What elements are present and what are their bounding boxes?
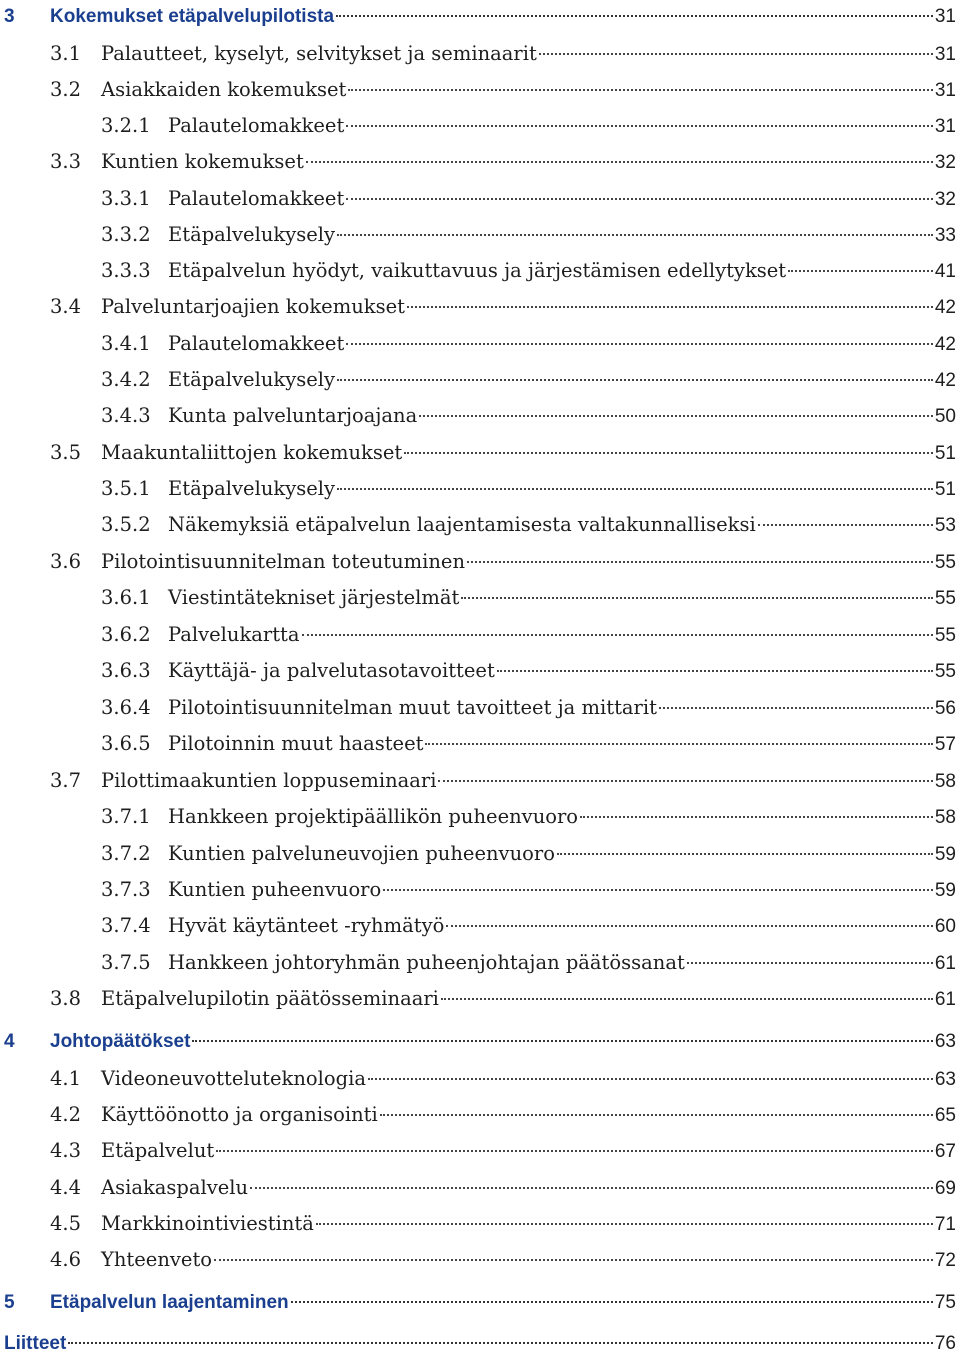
toc-entry-number: 4: [4, 1031, 15, 1052]
toc-entry-number: 4.3: [50, 1139, 82, 1162]
dot-leader: [306, 161, 933, 163]
toc-section-entry[interactable]: [50, 767, 956, 795]
toc-entry-title: Johtopäätökset: [50, 1031, 191, 1052]
toc-entry-page-number: 56: [934, 698, 956, 719]
toc-entry-page-number: 61: [934, 989, 956, 1010]
toc-entry-title: Palveluntarjoajien kokemukset: [101, 295, 405, 318]
dot-leader: [441, 998, 933, 1000]
toc-entry-title: Hyvät käytänteet -ryhmätyö: [168, 914, 445, 937]
dot-leader: [467, 561, 933, 563]
dot-leader: [214, 1259, 933, 1261]
toc-section-entry[interactable]: [50, 1246, 956, 1274]
toc-entry-number: 3.7.4: [101, 914, 151, 937]
toc-entry-title: Pilottimaakuntien loppuseminaari: [101, 769, 437, 792]
toc-entry-title: Kuntien palveluneuvojien puheenvuoro: [168, 842, 555, 865]
toc-entry-page-number: 69: [934, 1178, 956, 1199]
toc-section-entry[interactable]: [50, 40, 956, 68]
toc-entry-number: 3.4: [50, 295, 82, 318]
toc-section-entry[interactable]: [101, 584, 956, 612]
toc-entry-number: 3.6.1: [101, 586, 151, 609]
toc-entry-number: 3.5.2: [101, 513, 151, 536]
toc-entry-title: Hankkeen projektipäällikön puheenvuoro: [168, 805, 579, 828]
toc-entry-title: Maakuntaliittojen kokemukset: [101, 441, 403, 464]
dot-leader: [346, 198, 933, 200]
toc-section-entry[interactable]: [101, 621, 956, 649]
toc-entry-title: Käyttäjä- ja palvelutasotavoitteet: [168, 659, 495, 682]
toc-section-entry[interactable]: [101, 876, 956, 904]
dot-leader: [687, 962, 933, 964]
dot-leader: [368, 1078, 933, 1080]
toc-entry-page-number: 63: [934, 1031, 956, 1052]
dot-leader: [419, 415, 933, 417]
dot-leader: [337, 488, 933, 490]
toc-entry-title: Etäpalvelun hyödyt, vaikuttavuus ja järjestämisen edellytykset: [168, 259, 787, 282]
toc-entry-title: Palautelomakkeet: [168, 187, 345, 210]
toc-entry-page-number: 61: [934, 953, 956, 974]
toc-chapter-entry[interactable]: [4, 1289, 956, 1317]
dot-leader: [337, 234, 933, 236]
dot-leader: [758, 524, 933, 526]
toc-entry-title: Viestintätekniset järjestelmät: [168, 586, 460, 609]
toc-chapter-entry[interactable]: [4, 1028, 956, 1056]
dot-leader: [425, 743, 932, 745]
toc-entry-page-number: 58: [934, 771, 956, 792]
toc-entry-number: 3.5.1: [101, 477, 151, 500]
toc-entry-title: Etäpalvelun laajentaminen: [50, 1292, 289, 1313]
toc-entry-number: 3.1: [50, 42, 82, 65]
toc-entry-page-number: 71: [934, 1214, 956, 1235]
toc-section-entry[interactable]: [50, 1137, 956, 1165]
dot-leader: [348, 89, 932, 91]
toc-section-entry[interactable]: [50, 439, 956, 467]
dot-leader: [580, 816, 933, 818]
toc-entry-title: Asiakaspalvelu: [101, 1176, 249, 1199]
toc-entry-number: 3.7.3: [101, 878, 151, 901]
toc-entry-page-number: 32: [934, 152, 956, 173]
dot-leader: [192, 1040, 932, 1042]
dot-leader: [302, 634, 933, 636]
toc-entry-number: 3.2: [50, 78, 82, 101]
toc-entry-title: Palautteet, kyselyt, selvitykset ja seminaarit: [101, 42, 537, 65]
toc-entry-page-number: 63: [934, 1069, 956, 1090]
toc-section-entry[interactable]: [101, 840, 956, 868]
toc-entry-number: 3.6.5: [101, 732, 151, 755]
toc-entry-page-number: 67: [934, 1141, 956, 1162]
toc-entry-page-number: 32: [934, 189, 956, 210]
toc-section-entry[interactable]: [101, 475, 956, 503]
toc-entry-title: Palautelomakkeet: [168, 114, 345, 137]
toc-section-entry[interactable]: [101, 185, 956, 213]
dot-leader: [346, 343, 933, 345]
toc-entry-title: Kunta palveluntarjoajana: [168, 404, 418, 427]
dot-leader: [438, 780, 932, 782]
toc-entry-page-number: 75: [934, 1292, 956, 1313]
toc-entry-page-number: 51: [934, 443, 956, 464]
toc-section-entry[interactable]: [101, 730, 956, 758]
dot-leader: [659, 707, 933, 709]
toc-entry-page-number: 59: [934, 844, 956, 865]
dot-leader: [68, 1342, 933, 1344]
toc-entry-number: 3.7: [50, 769, 82, 792]
toc-entry-page-number: 60: [934, 916, 956, 937]
toc-entry-number: 3.2.1: [101, 114, 151, 137]
toc-section-entry[interactable]: [50, 985, 956, 1013]
toc-entry-number: 3.6: [50, 550, 82, 573]
dot-leader: [216, 1150, 933, 1152]
toc-chapter-entry[interactable]: [4, 3, 956, 31]
toc-entry-page-number: 42: [934, 297, 956, 318]
toc-entry-page-number: 55: [934, 661, 956, 682]
toc-entry-title: Palautelomakkeet: [168, 332, 345, 355]
toc-section-entry[interactable]: [101, 694, 956, 722]
toc-section-entry[interactable]: [50, 1101, 956, 1129]
toc-entry-page-number: 41: [934, 261, 956, 282]
toc-entry-number: 3.4.3: [101, 404, 151, 427]
dot-leader: [346, 125, 933, 127]
toc-entry-title: Kuntien puheenvuoro: [168, 878, 382, 901]
toc-entry-number: 4.5: [50, 1212, 82, 1235]
toc-entry-number: 3.3.2: [101, 223, 151, 246]
dot-leader: [446, 925, 933, 927]
toc-entry-title: Näkemyksiä etäpalvelun laajentamisesta valtakunnalliseksi: [168, 513, 756, 536]
toc-entry-page-number: 58: [934, 807, 956, 828]
toc-section-entry[interactable]: [50, 548, 956, 576]
toc-section-entry[interactable]: [101, 330, 956, 358]
dot-leader: [461, 597, 933, 599]
toc-entry-number: 3.4.2: [101, 368, 151, 391]
toc-entry-title: Etäpalvelukysely: [168, 368, 336, 391]
toc-entry-page-number: 50: [934, 406, 956, 427]
toc-entry-page-number: 59: [934, 880, 956, 901]
toc-entry-page-number: 53: [934, 515, 956, 536]
dot-leader: [250, 1187, 933, 1189]
toc-entry-page-number: 57: [934, 734, 956, 755]
toc-entry-page-number: 76: [934, 1333, 956, 1354]
toc-section-entry[interactable]: [50, 1065, 956, 1093]
toc-entry-page-number: 55: [934, 552, 956, 573]
dot-leader: [336, 15, 933, 17]
dot-leader: [291, 1301, 933, 1303]
toc-entry-title: Pilotointisuunnitelman toteutuminen: [101, 550, 466, 573]
toc-entry-number: 3.5: [50, 441, 82, 464]
dot-leader: [316, 1223, 933, 1225]
toc-entry-title: Pilotoinnin muut haasteet: [168, 732, 424, 755]
toc-section-entry[interactable]: [50, 293, 956, 321]
dot-leader: [539, 53, 933, 55]
dot-leader: [788, 270, 933, 272]
toc-section-entry[interactable]: [101, 949, 956, 977]
toc-entry-title: Markkinointiviestintä: [101, 1212, 314, 1235]
toc-entry-title: Etäpalvelupilotin päätösseminaari: [101, 987, 439, 1010]
toc-entry-page-number: 55: [934, 588, 956, 609]
toc-entry-number: 3: [4, 6, 15, 27]
toc-entry-title: Etäpalvelukysely: [168, 477, 336, 500]
toc-section-entry[interactable]: [50, 76, 956, 104]
toc-section-entry[interactable]: [101, 511, 956, 539]
dot-leader: [557, 853, 933, 855]
toc-entry-number: 3.7.5: [101, 951, 151, 974]
toc-entry-number: 3.6.4: [101, 696, 151, 719]
toc-section-entry[interactable]: [50, 1210, 956, 1238]
toc-entry-page-number: 51: [934, 479, 956, 500]
toc-entry-page-number: 55: [934, 625, 956, 646]
toc-section-entry[interactable]: [101, 803, 956, 831]
toc-entry-number: 4.4: [50, 1176, 82, 1199]
toc-entry-number: 4.2: [50, 1103, 82, 1126]
toc-entry-page-number: 31: [934, 80, 956, 101]
toc-section-entry[interactable]: [101, 112, 956, 140]
toc-entry-number: 4.6: [50, 1248, 82, 1271]
toc-entry-title: Etäpalvelukysely: [168, 223, 336, 246]
toc-entry-title: Kuntien kokemukset: [101, 150, 304, 173]
toc-entry-page-number: 31: [934, 44, 956, 65]
toc-entry-page-number: 31: [934, 116, 956, 137]
dot-leader: [383, 889, 933, 891]
toc-entry-title: Etäpalvelut: [101, 1139, 215, 1162]
dot-leader: [407, 306, 933, 308]
toc-entry-title: Videoneuvotteluteknologia: [101, 1067, 366, 1090]
toc-entry-number: 3.8: [50, 987, 82, 1010]
toc-section-entry[interactable]: [101, 402, 956, 430]
toc-entry-number: 3.6.3: [101, 659, 151, 682]
toc-section-entry[interactable]: [50, 148, 956, 176]
toc-entry-title: Liitteet: [4, 1333, 67, 1354]
toc-section-entry[interactable]: [101, 257, 956, 285]
toc-section-entry[interactable]: [101, 657, 956, 685]
toc-entry-title: Hankkeen johtoryhmän puheenjohtajan päätössanat: [168, 951, 685, 974]
toc-entry-page-number: 33: [934, 225, 956, 246]
toc-entry-title: Palvelukartta: [168, 623, 300, 646]
toc-entry-title: Asiakkaiden kokemukset: [101, 78, 347, 101]
toc-entry-number: 3.6.2: [101, 623, 151, 646]
toc-entry-title: Käyttöönotto ja organisointi: [101, 1103, 378, 1126]
toc-entry-number: 3.3.3: [101, 259, 151, 282]
dot-leader: [380, 1114, 933, 1116]
toc-entry-number: 3.7.2: [101, 842, 151, 865]
toc-entry-number: 3.7.1: [101, 805, 151, 828]
toc-chapter-entry[interactable]: [4, 1330, 956, 1358]
toc-entry-page-number: 72: [934, 1250, 956, 1271]
toc-entry-number: 3.3.1: [101, 187, 151, 210]
toc-entry-page-number: 42: [934, 334, 956, 355]
toc-entry-page-number: 31: [934, 6, 956, 27]
dot-leader: [337, 379, 933, 381]
toc-section-entry[interactable]: [101, 912, 956, 940]
toc-entry-page-number: 65: [934, 1105, 956, 1126]
toc-entry-page-number: 42: [934, 370, 956, 391]
toc-entry-title: Yhteenveto: [101, 1248, 213, 1271]
toc-entry-title: Pilotointisuunnitelman muut tavoitteet ja mittarit: [168, 696, 657, 719]
toc-section-entry[interactable]: [101, 221, 956, 249]
dot-leader: [497, 670, 933, 672]
toc-section-entry[interactable]: [50, 1174, 956, 1202]
toc-entry-number: 5: [4, 1292, 15, 1313]
toc-entry-title: Kokemukset etäpalvelupilotista: [50, 6, 335, 27]
toc-section-entry[interactable]: [101, 366, 956, 394]
toc-entry-number: 3.4.1: [101, 332, 151, 355]
toc-entry-number: 3.3: [50, 150, 82, 173]
toc-entry-number: 4.1: [50, 1067, 82, 1090]
dot-leader: [404, 452, 933, 454]
